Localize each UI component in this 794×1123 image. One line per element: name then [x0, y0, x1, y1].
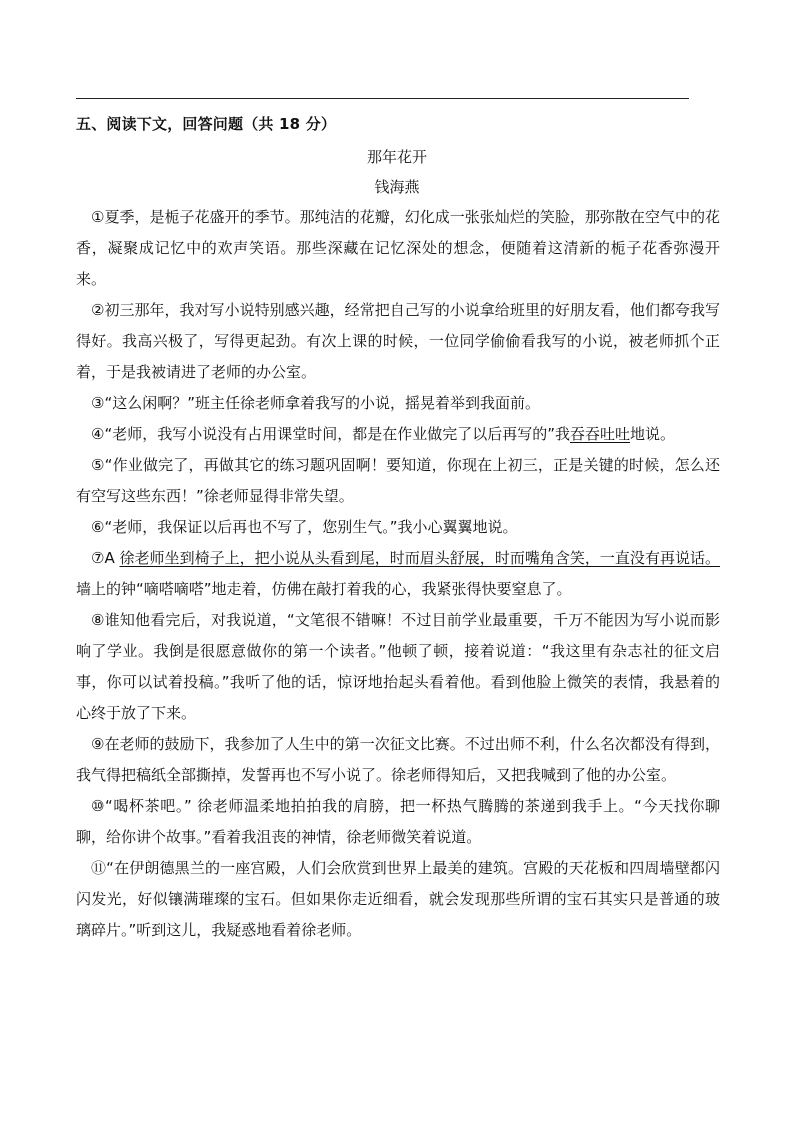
- article-title: 那年花开: [366, 148, 427, 166]
- paragraph-4-tail: 地说。: [630, 425, 676, 443]
- article-body: [76, 202, 720, 946]
- paragraph-6: ⑥“老师，我保证以后再也不写了，您别生气。”我小心翼翼地说。: [91, 518, 518, 536]
- paragraph-2: ②初三那年，我对写小说特别感兴趣，经常把自己写的小说拿给班里的好朋友看，他们都夸我写得好。我高兴极了，写得更起劲。有次上课的时候，一位同学偷偷看我写的小说，被老师抓个正着，于是我被请进了老师的办公室。: [76, 301, 720, 381]
- underlined-phrase: 吞吞吐吐: [570, 425, 631, 443]
- paragraph-4: [76, 419, 720, 450]
- paragraph-3: ③“这么闲啊？”班主任徐老师拿着我写的小说，摇晃着举到我面前。: [91, 394, 540, 412]
- paragraph-7-marker: ⑦A: [91, 549, 120, 567]
- paragraph-10: ⑩“喝杯茶吧。” 徐老师温柔地拍拍我的肩膀，把一杯热气腾腾的茶递到我手上。“今天找你聊聊，给你讲个故事。”看着我沮丧的神情，徐老师微笑着说道。: [76, 797, 720, 846]
- paragraph-1: ①夏季，是栀子花盛开的季节。那纯洁的花瓣，幻化成一张张灿烂的笑脸，那弥散在空气中的花香，凝聚成记忆中的欢声笑语。那些深藏在记忆深处的想念，便随着这清新的栀子花香弥漫开来。: [76, 208, 720, 288]
- paragraph-11: ⑪“在伊朗德黑兰的一座宫殿，人们会欣赏到世界上最美的建筑。宫殿的天花板和四周墙壁都闪闪发光，好似镶满璀璨的宝石。但如果你走近细看，就会发现那些所谓的宝石其实只是普通的玻璃碎片。”听到这儿，我疑惑地看着徐老师。: [76, 859, 720, 939]
- article-author: 钱海燕: [374, 178, 420, 196]
- paragraph-7: [76, 543, 720, 605]
- underlined-sentence-a: 徐老师坐到椅子上，把小说从头看到尾，时而眉头舒展，时而嘴角含笑，一直没有再说话。: [119, 549, 720, 567]
- paragraph-5: ⑤“作业做完了，再做其它的练习题巩固啊！要知道，你现在上初三，正是关键的时候，怎么还有空写这些东西！”徐老师显得非常失望。: [76, 456, 720, 505]
- paragraph-7-tail: 墙上的钟“嘀嗒嘀嗒”地走着，仿佛在敲打着我的心，我紧张得快要窒息了。: [76, 580, 572, 598]
- section-heading: 五、阅读下文，回答问题（共 18 分）: [76, 115, 337, 133]
- header-rule: [76, 98, 689, 99]
- paragraph-9: ⑨在老师的鼓励下，我参加了人生中的第一次征文比赛。不过出师不利，什么名次都没有得到，我气得把稿纸全部撕掉，发誓再也不写小说了。徐老师得知后，又把我喊到了他的办公室。: [76, 735, 720, 784]
- paragraph-4-text: ④“老师，我写小说没有占用课堂时间，都是在作业做完了以后再写的”我: [91, 425, 570, 443]
- paragraph-8: ⑧谁知他看完后，对我说道，“文笔很不错嘛！不过目前学业最重要，千万不能因为写小说而影响了学业。我倒是很愿意做你的第一个读者。”他顿了顿，接着说道：“我这里有杂志社的征文启事，你可以试着投稿。”我听了他的话，惊讶地抬起头看着他。看到他脸上微笑的表情，我悬着的心终于放了下来。: [76, 611, 720, 722]
